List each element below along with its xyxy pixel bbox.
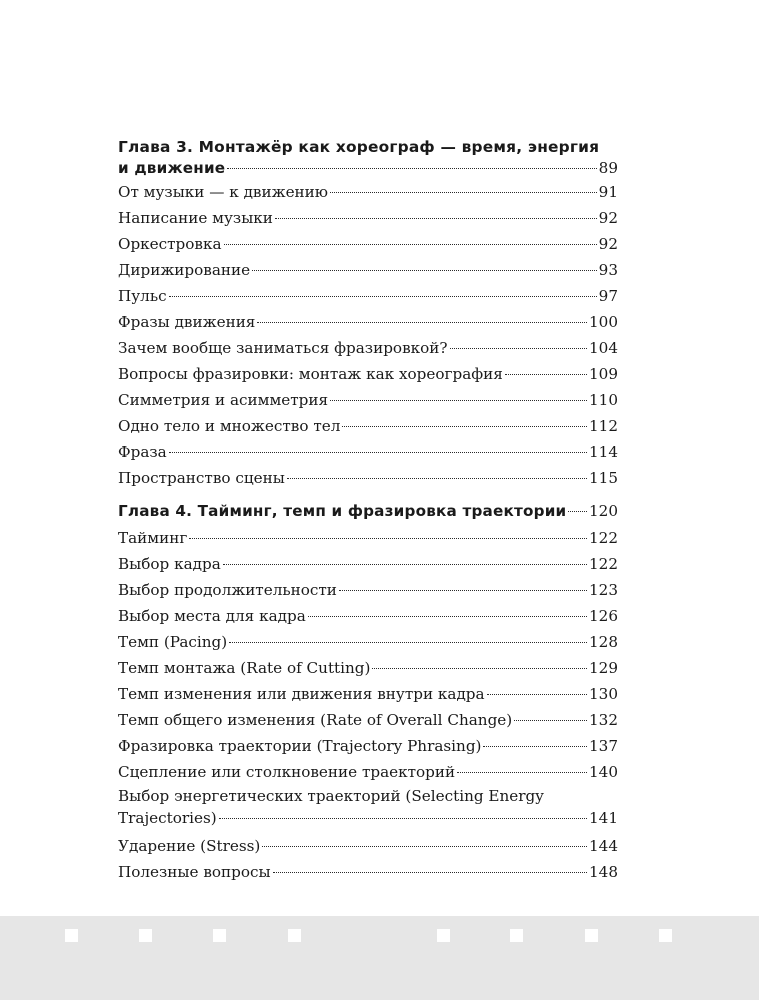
toc-entry[interactable] xyxy=(118,179,618,205)
toc-entry[interactable] xyxy=(118,413,618,439)
toc-entry[interactable] xyxy=(118,309,618,335)
page-number: 126 xyxy=(589,607,618,625)
page-number: 137 xyxy=(589,737,618,755)
page-number: 97 xyxy=(598,287,618,305)
page-number: 89 xyxy=(598,159,618,177)
dot-leader xyxy=(330,192,597,193)
entry-title: Выбор продолжительности xyxy=(118,581,337,599)
dot-leader xyxy=(169,296,597,297)
page-number: 129 xyxy=(589,659,618,677)
dot-leader xyxy=(450,348,587,349)
entry-title-line2: Trajectories) xyxy=(118,809,217,827)
dot-leader xyxy=(330,400,587,401)
dot-leader xyxy=(342,426,587,427)
toc-entry[interactable] xyxy=(118,257,618,283)
toc-entry[interactable] xyxy=(118,551,618,577)
entry-title: Одно тело и множество тел xyxy=(118,417,341,435)
footer-band xyxy=(0,916,759,1000)
page-number: 93 xyxy=(598,261,618,279)
toc-entry[interactable] xyxy=(118,707,618,733)
entry-title: Темп монтажа (Rate of Cutting) xyxy=(118,659,371,677)
dot-leader xyxy=(483,746,587,747)
square-marker-icon xyxy=(288,929,301,942)
square-marker-icon xyxy=(213,929,226,942)
dot-leader xyxy=(169,452,587,453)
dot-leader xyxy=(273,872,587,873)
page-number: 122 xyxy=(589,555,618,573)
square-marker-icon xyxy=(65,929,78,942)
dot-leader xyxy=(257,322,587,323)
dot-leader xyxy=(223,564,587,565)
square-marker-icon xyxy=(585,929,598,942)
toc-entry[interactable] xyxy=(118,577,618,603)
dot-leader xyxy=(252,270,597,271)
toc-entry[interactable] xyxy=(118,335,618,361)
toc-entry[interactable] xyxy=(118,655,618,681)
entry-title: Написание музыки xyxy=(118,209,273,227)
chapter-title-line2: и движение xyxy=(118,159,226,177)
toc-entry[interactable] xyxy=(118,361,618,387)
dot-leader xyxy=(514,720,587,721)
dot-leader xyxy=(189,538,587,539)
entry-title: Симметрия и асимметрия xyxy=(118,391,329,409)
page-number: 100 xyxy=(589,313,618,331)
chapter-4-entries xyxy=(118,525,618,885)
toc-chapter-3[interactable] xyxy=(118,137,618,179)
entry-title: Оркестровка xyxy=(118,235,222,253)
page-number: 141 xyxy=(589,809,618,827)
square-marker-icon xyxy=(659,929,672,942)
page-number: 112 xyxy=(589,417,618,435)
dot-leader xyxy=(262,846,587,847)
page-number: 130 xyxy=(589,685,618,703)
entry-title: Выбор места для кадра xyxy=(118,607,306,625)
square-marker-icon xyxy=(139,929,152,942)
toc-entry[interactable] xyxy=(118,603,618,629)
page-number: 144 xyxy=(589,837,618,855)
toc-entry[interactable] xyxy=(118,387,618,413)
page-number: 92 xyxy=(598,209,618,227)
toc-entry[interactable] xyxy=(118,465,618,491)
entry-title: Темп общего изменения (Rate of Overall Change) xyxy=(118,711,513,729)
page-number: 120 xyxy=(589,502,618,520)
page-number: 128 xyxy=(589,633,618,651)
dot-leader xyxy=(505,374,587,375)
dot-leader xyxy=(568,511,587,512)
square-marker-icon xyxy=(437,929,450,942)
toc-entry[interactable] xyxy=(118,759,618,785)
dot-leader xyxy=(229,642,587,643)
page-number: 110 xyxy=(589,391,618,409)
entry-title: От музыки — к движению xyxy=(118,183,329,201)
page-number: 140 xyxy=(589,763,618,781)
page-number: 109 xyxy=(589,365,618,383)
page-number: 123 xyxy=(589,581,618,599)
entry-title: Сцепление или столкновение траекторий xyxy=(118,763,456,781)
dot-leader xyxy=(372,668,587,669)
dot-leader xyxy=(287,478,587,479)
entry-title: Темп (Pacing) xyxy=(118,633,228,651)
table-of-contents xyxy=(118,137,618,885)
entry-title: Полезные вопросы xyxy=(118,863,271,881)
dot-leader xyxy=(224,244,597,245)
page-number: 91 xyxy=(598,183,618,201)
dot-leader xyxy=(487,694,587,695)
toc-entry[interactable] xyxy=(118,629,618,655)
entry-title: Зачем вообще заниматься фразировкой? xyxy=(118,339,448,357)
page-number: 114 xyxy=(589,443,618,461)
toc-entry[interactable] xyxy=(118,833,618,859)
entry-title: Выбор кадра xyxy=(118,555,221,573)
toc-entry[interactable] xyxy=(118,283,618,309)
toc-chapter-4[interactable] xyxy=(118,497,618,525)
dot-leader xyxy=(308,616,587,617)
toc-entry[interactable] xyxy=(118,205,618,231)
dot-leader xyxy=(457,772,587,773)
entry-title-line1: Выбор энергетических траекторий (Selecting Energy xyxy=(118,787,544,805)
entry-title: Фразировка траектории (Trajectory Phrasing) xyxy=(118,737,482,755)
entry-title: Фразы движения xyxy=(118,313,256,331)
toc-entry[interactable] xyxy=(118,733,618,759)
square-marker-icon xyxy=(510,929,523,942)
dot-leader xyxy=(339,590,587,591)
entry-title: Пространство сцены xyxy=(118,469,285,487)
page-number: 122 xyxy=(589,529,618,547)
chapter-title: Глава 4. Тайминг, темп и фразировка траектории xyxy=(118,502,567,520)
entry-title: Дирижирование xyxy=(118,261,251,279)
entry-title: Ударение (Stress) xyxy=(118,837,261,855)
page-number: 115 xyxy=(589,469,618,487)
entry-title: Пульс xyxy=(118,287,167,305)
page-number: 132 xyxy=(589,711,618,729)
toc-entry[interactable] xyxy=(118,681,618,707)
toc-entry[interactable] xyxy=(118,231,618,257)
toc-entry[interactable] xyxy=(118,439,618,465)
dot-leader xyxy=(227,168,596,169)
toc-entry-multiline[interactable] xyxy=(118,785,618,829)
dot-leader xyxy=(275,218,597,219)
page-number: 104 xyxy=(589,339,618,357)
toc-entry[interactable] xyxy=(118,859,618,885)
dot-leader xyxy=(219,818,587,819)
entry-title: Темп изменения или движения внутри кадра xyxy=(118,685,485,703)
page-number: 148 xyxy=(589,863,618,881)
entry-title: Вопросы фразировки: монтаж как хореография xyxy=(118,365,503,383)
page-number: 92 xyxy=(598,235,618,253)
entry-title: Фраза xyxy=(118,443,167,461)
chapter-3-entries xyxy=(118,179,618,491)
entry-title: Тайминг xyxy=(118,529,188,547)
toc-entry[interactable] xyxy=(118,525,618,551)
chapter-title-line1: Глава 3. Монтажёр как хореограф — время, энергия xyxy=(118,138,600,156)
